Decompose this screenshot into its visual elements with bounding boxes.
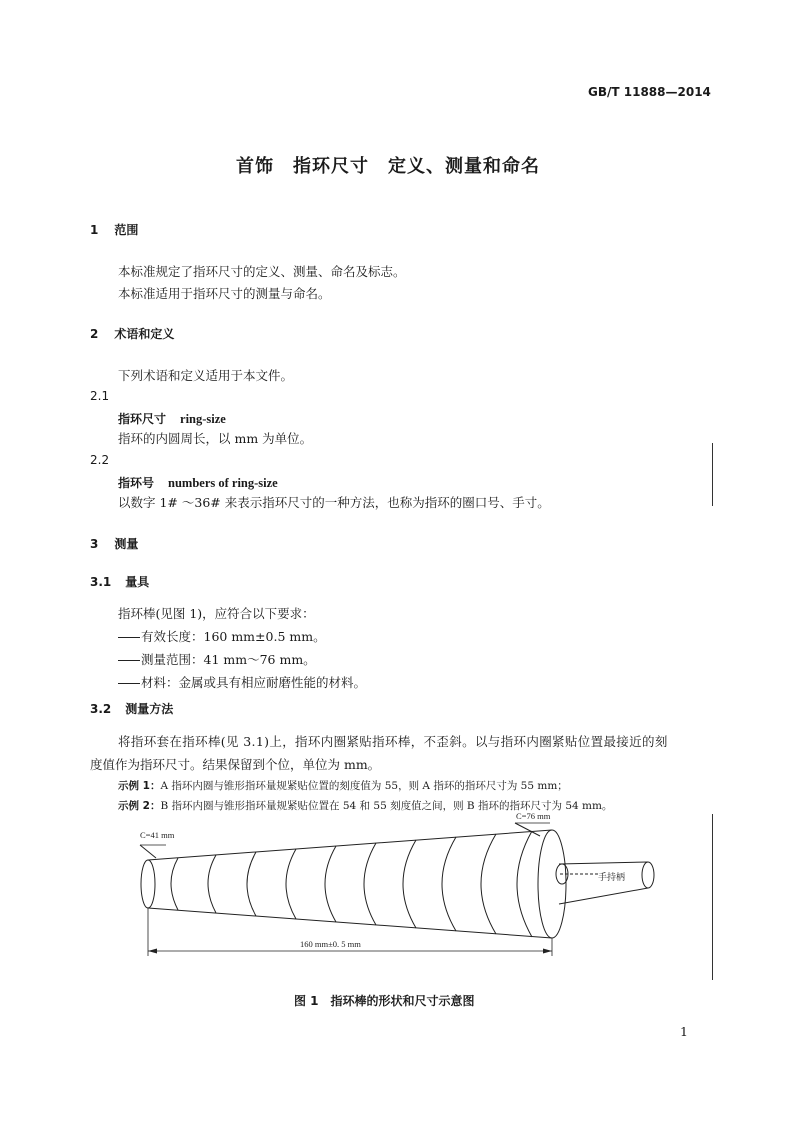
definition: 指环的内圆周长，以 mm 为单位。: [118, 431, 313, 446]
mandrel-body: [148, 830, 552, 938]
ring-mandrel-figure: [120, 808, 680, 958]
section-2-heading: [90, 325, 174, 342]
gauge-division: [481, 834, 496, 934]
section-title: 术语和定义: [114, 327, 175, 341]
leader-large: [515, 823, 540, 836]
section-title: 测量: [114, 537, 139, 551]
section-number: 1: [90, 223, 99, 237]
label-length: 160 mm±0. 5 mm: [300, 939, 361, 949]
section-number: 3.1: [90, 575, 112, 589]
example-label: 示例 2：: [118, 800, 161, 812]
list-item-text: 有效长度：160 mm±0.5 mm。: [141, 629, 326, 644]
paragraph: 指环棒(见图 1)，应符合以下要求：: [118, 606, 315, 621]
handle-end: [642, 862, 654, 888]
paragraph: 下列术语和定义适用于本文件。: [118, 368, 294, 383]
subsection-3-2-heading: [90, 700, 173, 717]
revision-bar: [712, 814, 713, 980]
example-text: A 指环内圈与锥形指环量规紧贴位置的刻度值为 55，则 A 指环的指环尺寸为 55 mm；: [160, 780, 568, 792]
gauge-division: [286, 849, 296, 919]
section-number: 3.2: [90, 702, 112, 716]
gauge-division: [208, 855, 216, 913]
term-line: [118, 472, 278, 491]
leader-small: [140, 845, 156, 858]
section-title: 测量方法: [125, 702, 174, 716]
label-handle: 手持柄: [598, 872, 626, 882]
clause-number: 2.2: [90, 453, 110, 467]
term-cn: 指环号: [118, 476, 155, 490]
handle-body: [559, 862, 648, 904]
section-number: 3: [90, 537, 99, 551]
section-number: 2: [90, 327, 99, 341]
subsection-3-1-heading: [90, 573, 149, 590]
paragraph: 本标准适用于指环尺寸的测量与命名。: [118, 286, 331, 301]
definition: 以数字 1# ～36# 来表示指环尺寸的一种方法，也称为指环的圈口号、手寸。: [118, 495, 550, 510]
dimension-arrow: [543, 949, 552, 954]
gauge-division: [442, 837, 456, 931]
term-cn: 指环尺寸: [118, 412, 167, 426]
section-1-heading: [90, 221, 138, 238]
paragraph: 度值作为指环尺寸。结果保留到个位，单位为 mm。: [90, 757, 381, 772]
gauge-division: [364, 843, 376, 925]
page-number: 1: [680, 1024, 688, 1039]
list-item-text: 测量范围：41 mm～76 mm。: [141, 652, 316, 667]
dimension-arrow: [148, 949, 157, 954]
revision-bar: [712, 443, 713, 506]
section-3-heading: [90, 535, 138, 552]
term-en: numbers of ring-size: [168, 476, 278, 490]
term-en: ring-size: [180, 412, 226, 426]
figure-caption: 图 1 指环棒的形状和尺寸示意图: [294, 994, 475, 1008]
gauge-division: [171, 858, 178, 910]
section-title: 量具: [125, 575, 150, 589]
mandrel-small-end: [141, 860, 155, 908]
clause-number: 2.1: [90, 389, 110, 403]
section-title: 范围: [114, 223, 139, 237]
list-item: [118, 650, 316, 668]
paragraph: 本标准规定了指环尺寸的定义、测量、命名及标志。: [118, 264, 406, 279]
page-title: 首饰 指环尺寸 定义、测量和命名: [236, 156, 540, 177]
example-text: B 指环内圈与锥形指环量规紧贴位置在 54 和 55 刻度值之间，则 B 指环的指环尺寸为 54 mm。: [160, 800, 613, 812]
example-label: 示例 1：: [118, 780, 161, 792]
gauge-division: [517, 831, 532, 937]
term-line: [118, 408, 226, 427]
label-large-circumference: C=76 mm: [516, 811, 551, 821]
paragraph: 将指环套在指环棒(见 3.1)上，指环内圈紧贴指环棒，不歪斜。以与指环内圈紧贴位置最接近的刻: [118, 734, 668, 749]
gauge-division: [247, 852, 256, 916]
example-1: [118, 774, 568, 793]
standard-code: GB/T 11888—2014: [588, 85, 711, 99]
gauge-division: [403, 840, 416, 928]
list-item: [118, 627, 326, 645]
gauge-division: [325, 846, 336, 922]
list-item-text: 材料：金属或具有相应耐磨性能的材料。: [141, 675, 367, 690]
list-item: [118, 673, 366, 691]
label-small-circumference: C=41 mm: [140, 830, 175, 840]
